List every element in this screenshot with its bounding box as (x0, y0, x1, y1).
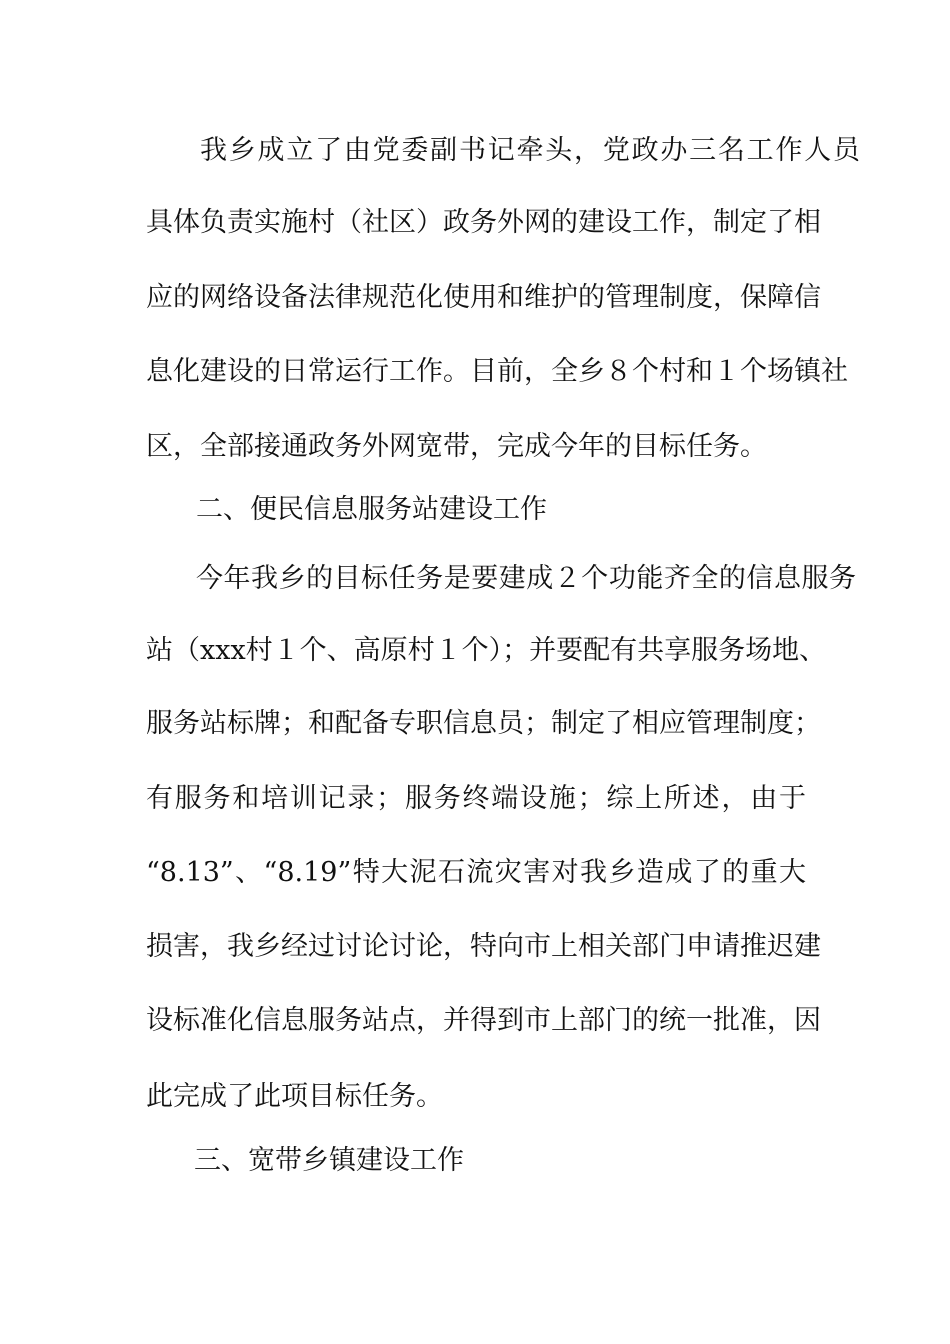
paragraph-2-line-6: 损害，我乡经过讨论讨论，特向市上相关部门申请推迟建 (146, 931, 821, 962)
paragraph-2-line-1: 今年我乡的目标任务是要建成２个功能齐全的信息服务 (196, 563, 856, 594)
paragraph-1-line-5: 区，全部接通政务外网宽带，完成今年的目标任务。 (146, 431, 767, 462)
paragraph-1-line-3: 应的网络设备法律规范化使用和维护的管理制度，保障信 (146, 282, 821, 313)
paragraph-2-line-8: 此完成了此项目标任务。 (146, 1081, 443, 1112)
paragraph-2-line-4: 有服务和培训记录；服务终端设施；综上所述，由于 (146, 783, 806, 814)
paragraph-1-line-4: 息化建设的日常运行工作。目前，全乡８个村和１个场镇社 (146, 356, 848, 387)
paragraph-2-line-5: “8.13”、“8.19”特大泥石流灾害对我乡造成了的重大 (146, 857, 806, 888)
paragraph-2-line-3: 服务站标牌；和配备专职信息员；制定了相应管理制度； (146, 708, 821, 739)
paragraph-1-line-2: 具体负责实施村（社区）政务外网的建设工作，制定了相 (146, 207, 821, 238)
paragraph-1-line-1: 我乡成立了由党委副书记牵头，党政办三名工作人员 (200, 135, 860, 166)
section-heading-2: 二、便民信息服务站建设工作 (196, 494, 547, 525)
paragraph-2-line-7: 设标准化信息服务站点，并得到市上部门的统一批准，因 (146, 1005, 821, 1036)
section-heading-3: 三、宽带乡镇建设工作 (194, 1145, 464, 1176)
paragraph-2-line-2: 站（xxx村１个、高原村１个）；并要配有共享服务场地、 (146, 635, 827, 666)
